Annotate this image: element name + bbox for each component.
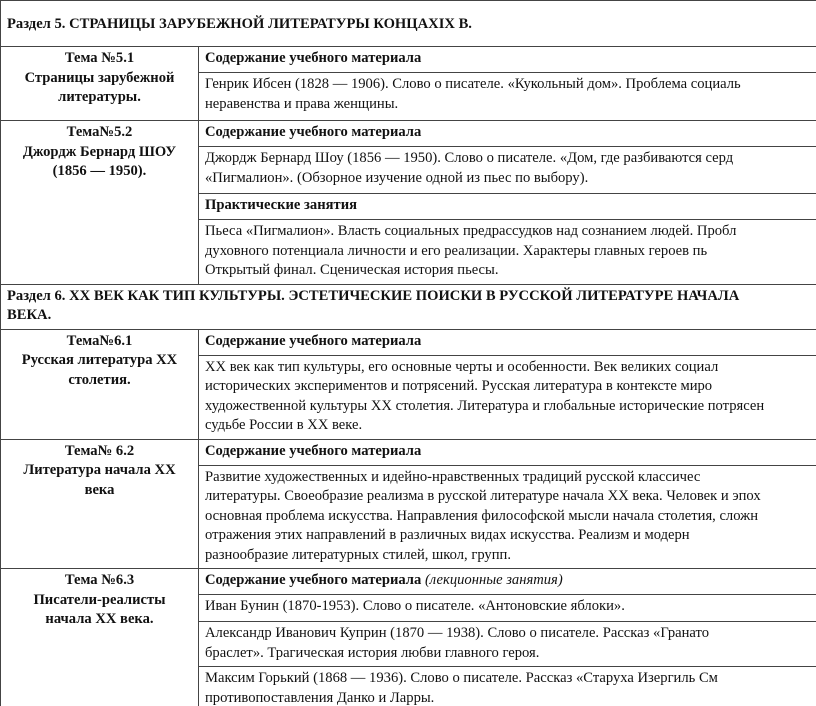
content-line: основная проблема искусства. Направления философской мысли начала столетия, сложн (205, 507, 759, 524)
content-line: разнообразие литературных стилей, школ, групп. (205, 546, 511, 563)
content-line: «Пигмалион». (Обзорное изучение одной из пьес по выбору). (205, 169, 589, 186)
theme-6-1-cell (1, 329, 199, 439)
theme-number: Тема№6.1 (66, 332, 133, 349)
content-cell (199, 220, 816, 285)
content-line: ХХ век как тип культуры, его основные черты и особенности. Век великих социал (205, 358, 719, 375)
content-cell (199, 355, 816, 439)
theme-title: Писатели-реалисты (33, 591, 166, 608)
content-cell (199, 667, 816, 706)
theme-6-3-cell (1, 569, 199, 706)
content-line: литературы. Своеобразие реализма в русской литературе начала ХХ века. Человек и эпох (205, 488, 761, 504)
content-header: Содержание учебного материала (199, 439, 816, 465)
content-line: Генрик Ибсен (1828 — 1906). Слово о писателе. «Кукольный дом». Проблема социаль (205, 76, 741, 92)
content-header: Содержание учебного материала (199, 121, 816, 147)
content-cell (199, 465, 816, 569)
theme-6-2-cell (1, 439, 199, 569)
content-line: Иван Бунин (1870-1953). Слово о писателе. «Антоновские яблоки». (205, 598, 625, 614)
theme-title: столетия. (68, 371, 131, 388)
content-line: неравенства и права женщины. (205, 95, 399, 112)
theme-number: Тема №6.3 (64, 572, 135, 588)
theme-title: Русская литература ХХ (21, 352, 178, 368)
section-5-title: Раздел 5. СТРАНИЦЫ ЗАРУБЕЖНОЙ ЛИТЕРАТУРЫ КОНЦАХIХ В. (1, 1, 816, 47)
content-header: Содержание учебного материала (199, 329, 816, 355)
section-title-line: ВЕКА. (7, 307, 52, 323)
content-line: отражения этих направлений в различных видах искусства. Реализм и модерн (205, 527, 690, 543)
content-header-label: Содержание учебного материала (205, 572, 422, 588)
theme-number: Тема№5.2 (66, 124, 133, 140)
section-title-line: Раздел 6. ХХ ВЕК КАК ТИП КУЛЬТУРЫ. ЭСТЕТИЧЕСКИЕ ПОИСКИ В РУССКОЙ ЛИТЕРАТУРЕ НАЧАЛА (7, 287, 740, 304)
section-row (1, 1, 816, 47)
content-line: Пьеса «Пигмалион». Власть социальных предрассудков над сознанием людей. Пробл (205, 223, 737, 239)
content-header: Содержание учебного материала (199, 47, 816, 73)
theme-title: Страницы зарубежной (24, 69, 175, 86)
theme-number: Тема №5.1 (64, 50, 135, 66)
theme-title: литературы. (58, 89, 141, 105)
theme-title: Литература начала ХХ (23, 462, 176, 478)
content-line: Александр Иванович Куприн (1870 — 1938). Слово о писателе. Рассказ «Гранато (205, 625, 710, 641)
theme-title: века (84, 481, 115, 498)
practice-header: Практические занятия (199, 194, 816, 220)
theme-number: Тема№ 6.2 (64, 442, 135, 459)
theme-title: начала ХХ века. (45, 611, 154, 627)
content-line: Максим Горький (1868 — 1936). Слово о писателе. Рассказ «Старуха Изергиль См (205, 670, 718, 686)
content-header (199, 569, 816, 595)
theme-5-2-cell (1, 121, 199, 285)
content-line: судьбе России в ХХ веке. (205, 417, 363, 433)
content-line: исторических экспериментов и потрясений. Русская литература в контексте миро (205, 378, 713, 394)
lecture-note: (лекционные занятия) (424, 572, 563, 588)
theme-title: Джордж Бернард ШОУ (22, 143, 177, 160)
content-line: браслет». Трагическая история любви главного героя. (205, 644, 540, 661)
theme-5-1-cell (1, 47, 199, 121)
section-6-title (1, 284, 816, 329)
content-line: художественной культуры ХХ столетия. Литература и глобальные исторические потрясен (205, 397, 765, 414)
content-cell (199, 595, 816, 622)
content-cell (199, 73, 816, 121)
content-line: противопоставления Данко и Ларры. (205, 689, 435, 706)
content-line: Развитие художественных и идейно-нравственных традиций русской классичес (205, 468, 701, 485)
content-cell (199, 147, 816, 194)
content-line: Джордж Бернард Шоу (1856 — 1950). Слово о писателе. «Дом, где разбиваются серд (205, 150, 734, 166)
content-line: Открытый финал. Сценическая история пьесы. (205, 262, 499, 278)
content-cell (199, 622, 816, 667)
content-line: духовного потенциала личности и его реализации. Характеры главных героев пь (205, 242, 708, 259)
theme-title: (1856 — 1950). (52, 163, 147, 179)
